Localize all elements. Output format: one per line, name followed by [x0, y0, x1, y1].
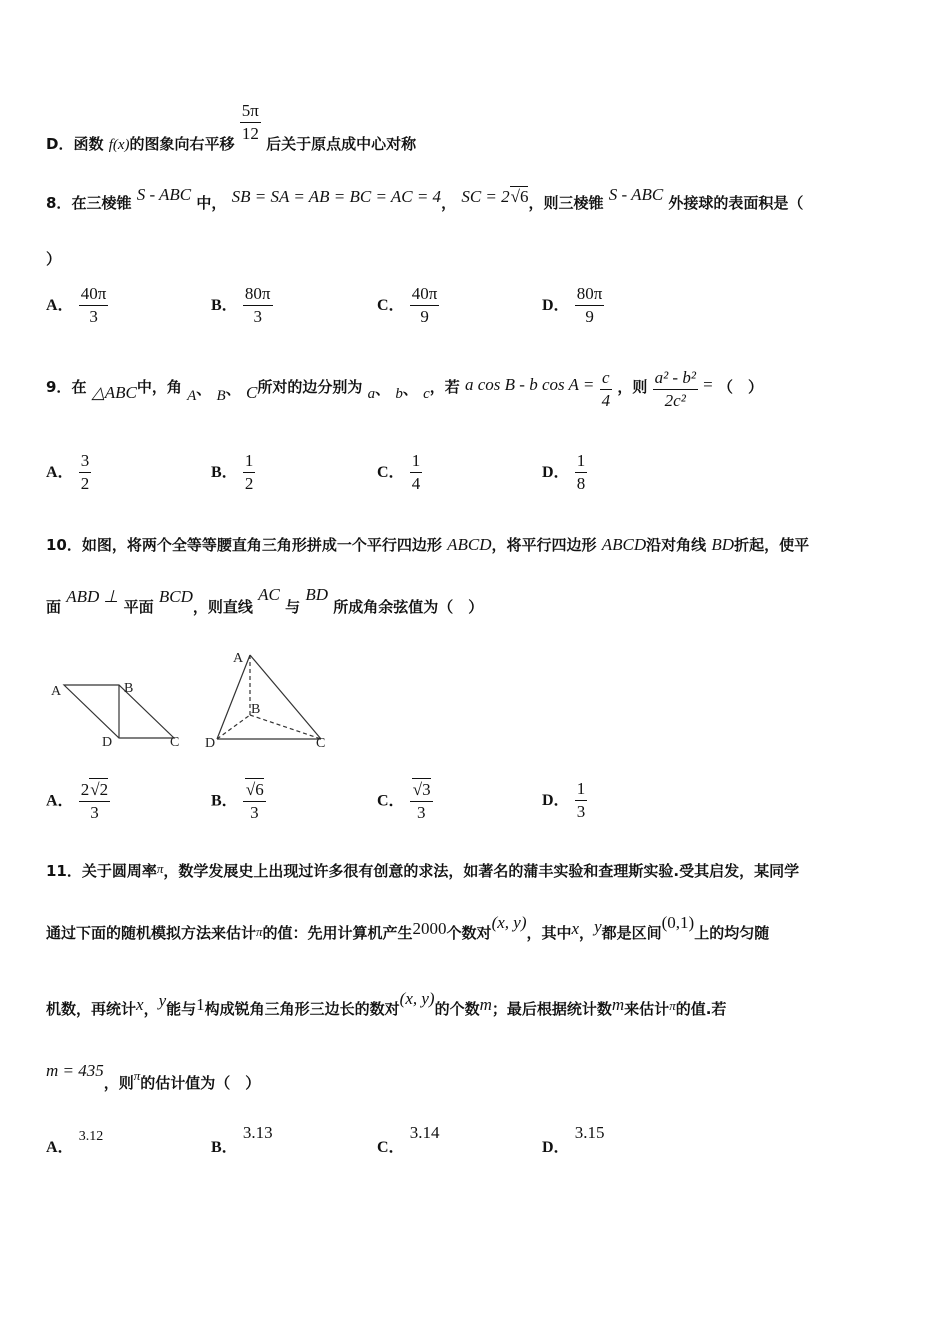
- q11-option-b[interactable]: B． 3.13: [211, 1123, 273, 1156]
- question-11-line-3: 机数，再统计x，y能与1构成锐角三角形三边长的数对(x, y)的个数m；最后根据统计数m来估计π的值.若: [46, 989, 727, 1018]
- folded-tetrahedron-figure: [217, 655, 321, 739]
- question-number: 8．: [46, 194, 72, 212]
- q8-option-d[interactable]: D． $\frac{80\pi}{9}$: [542, 284, 603, 326]
- question-8-text: 8．在三棱锥 S - ABC 中， SB = SA = AB = BC = AC = 4， SC = 2√6，则三棱锥 S - ABC 外接球的表面积是（: [46, 185, 804, 212]
- option-label: D．: [46, 135, 74, 153]
- q9-option-c[interactable]: C． $\frac{1}{4}$: [377, 451, 421, 493]
- q9-option-d[interactable]: D． $\frac{1}{8}$: [542, 451, 586, 493]
- q11-option-a[interactable]: A． 3.12: [46, 1129, 104, 1156]
- question-11-line-4: m = 435，则π的估计值为（ ）: [46, 1061, 261, 1092]
- fraction: $\frac{5\pi}{12}$: [241, 101, 259, 143]
- q9-option-a[interactable]: A． $\frac{3}{2}$: [46, 451, 90, 493]
- q8-option-b[interactable]: B． $\frac{80\pi}{3}$: [211, 284, 271, 326]
- q8-option-a[interactable]: A． $\frac{40\pi}{3}$: [46, 284, 107, 326]
- parallelogram-figure: [64, 685, 174, 738]
- q11-option-c[interactable]: C． 3.14: [377, 1123, 440, 1156]
- fig1-label-c: C: [170, 735, 180, 750]
- question-11-line-2: 通过下面的随机模拟方法来估计π的值：先用计算机产生2000个数对(x, y)，其中x，y都是区间(0,1)上的均匀随: [46, 913, 770, 942]
- fig2-label-b: B: [251, 702, 261, 717]
- q10-option-c[interactable]: C． $\frac{√3}{3}$: [377, 780, 431, 822]
- fig1-label-d: D: [102, 735, 113, 750]
- fig2-label-d: D: [205, 736, 216, 751]
- q9-option-b[interactable]: B． $\frac{1}{2}$: [211, 451, 254, 493]
- question-9-text: 9．在 △ABC中，角 A、 B、 C所对的边分别为 a、 b、 c，若 a cos B - b cos A = $\frac{c}{4}$ ，则 $\frac{\text{a² - b²}}{\text{2c²}}$ = （ ）: [46, 368, 763, 410]
- fig1-label-a: A: [51, 684, 62, 699]
- q10-figures: [40, 645, 340, 755]
- question-10-line-1: 10．如图，将两个全等等腰直角三角形拼成一个平行四边形 ABCD，将平行四边形 ABCD沿对角线 BD折起，使平: [46, 535, 810, 554]
- q10-option-d[interactable]: D． $\frac{1}{3}$: [542, 779, 586, 821]
- question-10-line-2: 面 ABD ⊥ 平面 BCD，则直线 AC 与 BD 所成角余弦值为（ ）: [46, 585, 484, 616]
- question-number: 9．: [46, 378, 72, 396]
- q10-option-a[interactable]: A． $\frac{2√2}{3}$: [46, 780, 109, 822]
- prev-question-option-d: D．函数 f(x)的图象向右平移 $\frac{5\pi}{12}$ 后关于原点成中心对称: [46, 101, 417, 153]
- fig2-label-a: A: [233, 651, 244, 666]
- fig1-label-b: B: [124, 681, 134, 696]
- q8-option-c[interactable]: C． $\frac{40\pi}{9}$: [377, 284, 438, 326]
- q10-option-b[interactable]: B． $\frac{√6}{3}$: [211, 780, 264, 822]
- fig2-label-c: C: [316, 736, 326, 751]
- question-number: 11．: [46, 862, 82, 880]
- question-number: 10．: [46, 536, 82, 554]
- question-11-line-1: 11．关于圆周率π，数学发展史上出现过许多很有创意的求法，如著名的蒲丰实验和查理斯实验.受其启发，某同学: [46, 861, 800, 880]
- q11-option-d[interactable]: D． 3.15: [542, 1123, 605, 1156]
